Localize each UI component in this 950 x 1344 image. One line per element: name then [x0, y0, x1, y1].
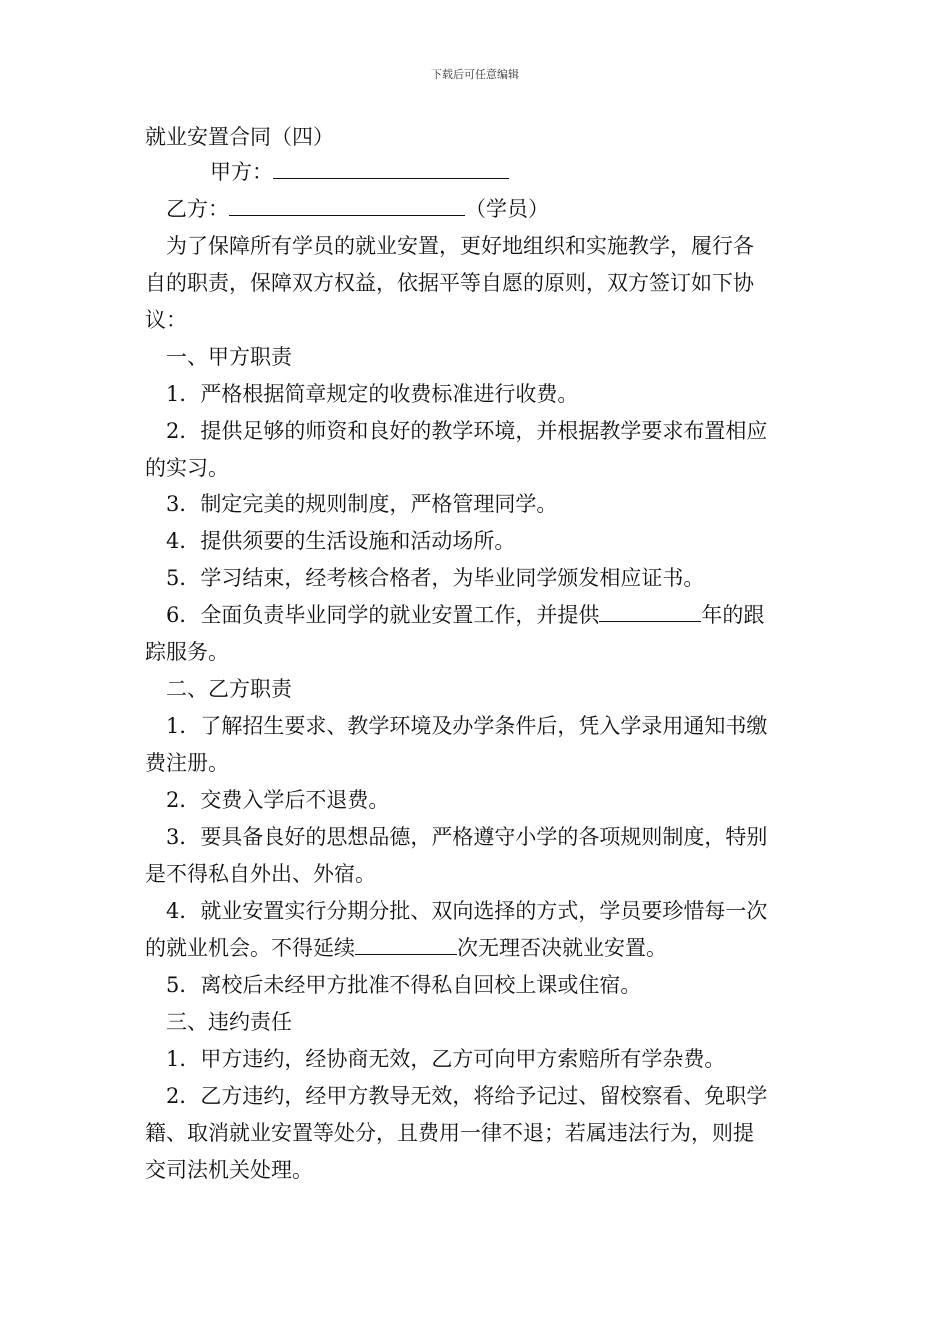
page-header: 下载后可任意编辑: [431, 68, 519, 81]
section-1-item-1: 1．严格根据简章规定的收费标准进行收费。: [166, 382, 579, 406]
intro-line-2: 自的职责，保障双方权益，依据平等自愿的原则，双方签订如下协: [145, 271, 754, 295]
section-1-item-6-post: 年的跟: [701, 603, 765, 627]
party-a-line: [210, 162, 509, 183]
section-1-item-3: 3．制定完美的规则制度，严格管理同学。: [166, 492, 558, 516]
section-3-item-1: 1．甲方违约，经协商无效，乙方可向甲方索赔所有学杂费。: [166, 1047, 726, 1071]
intro-line-3: 议：: [145, 308, 187, 332]
party-a-label: 甲方：: [210, 160, 273, 184]
refusal-count-blank: [355, 938, 457, 955]
section-2-item-1: 1．了解招生要求、教学环境及办学条件后，凭入学录用通知书缴: [166, 714, 768, 738]
party-b-label: 乙方：: [166, 197, 229, 221]
section-1-item-6-pre: 6．全面负责毕业同学的就业安置工作，并提供: [166, 603, 600, 627]
document-title: 就业安置合同（四）: [145, 125, 334, 149]
section-2-item-3: 3．要具备良好的思想品德，严格遵守小学的各项规则制度，特别: [166, 825, 768, 849]
section-2-item-4: 4．就业安置实行分期分批、双向选择的方式，学员要珍惜每一次: [166, 899, 768, 923]
party-a-blank: [273, 162, 509, 179]
section-1-item-4: 4．提供须要的生活设施和活动场所。: [166, 529, 516, 553]
section-3-heading: 三、违约责任: [166, 1010, 292, 1034]
section-2-item-4-pre: 的就业机会。不得延续: [145, 936, 355, 960]
section-1-item-5: 5．学习结束，经考核合格者，为毕业同学颁发相应证书。: [166, 566, 705, 590]
section-2-heading: 二、乙方职责: [166, 677, 292, 701]
party-b-blank: [229, 199, 465, 216]
section-2-item-3-cont: 是不得私自外出、外宿。: [145, 862, 376, 886]
section-2-item-1-cont: 费注册。: [145, 751, 229, 775]
intro-line-1: 为了保障所有学员的就业安置，更好地组织和实施教学，履行各: [166, 234, 754, 258]
section-1-item-2: 2．提供足够的师资和良好的教学环境，并根据教学要求布置相应: [166, 419, 768, 443]
party-b-line: [166, 199, 549, 220]
section-1-heading: 一、甲方职责: [166, 345, 292, 369]
section-1-item-2-cont: 的实习。: [145, 456, 229, 480]
service-years-blank: [599, 605, 701, 622]
section-1-item-6: [166, 605, 764, 626]
party-b-suffix: （学员）: [465, 197, 549, 221]
section-2-item-4-cont: [145, 938, 667, 959]
section-3-item-2-cont-2: 交司法机关处理。: [145, 1158, 313, 1182]
section-2-item-5: 5．离校后未经甲方批准不得私自回校上课或住宿。: [166, 973, 642, 997]
section-2-item-4-post: 次无理否决就业安置。: [457, 936, 667, 960]
section-1-item-6-cont: 踪服务。: [145, 640, 229, 664]
section-2-item-2: 2．交费入学后不退费。: [166, 788, 390, 812]
section-3-item-2: 2．乙方违约，经甲方教导无效，将给予记过、留校察看、免职学: [166, 1084, 768, 1108]
section-3-item-2-cont-1: 籍、取消就业安置等处分，且费用一律不退；若属违法行为，则提: [145, 1121, 754, 1145]
